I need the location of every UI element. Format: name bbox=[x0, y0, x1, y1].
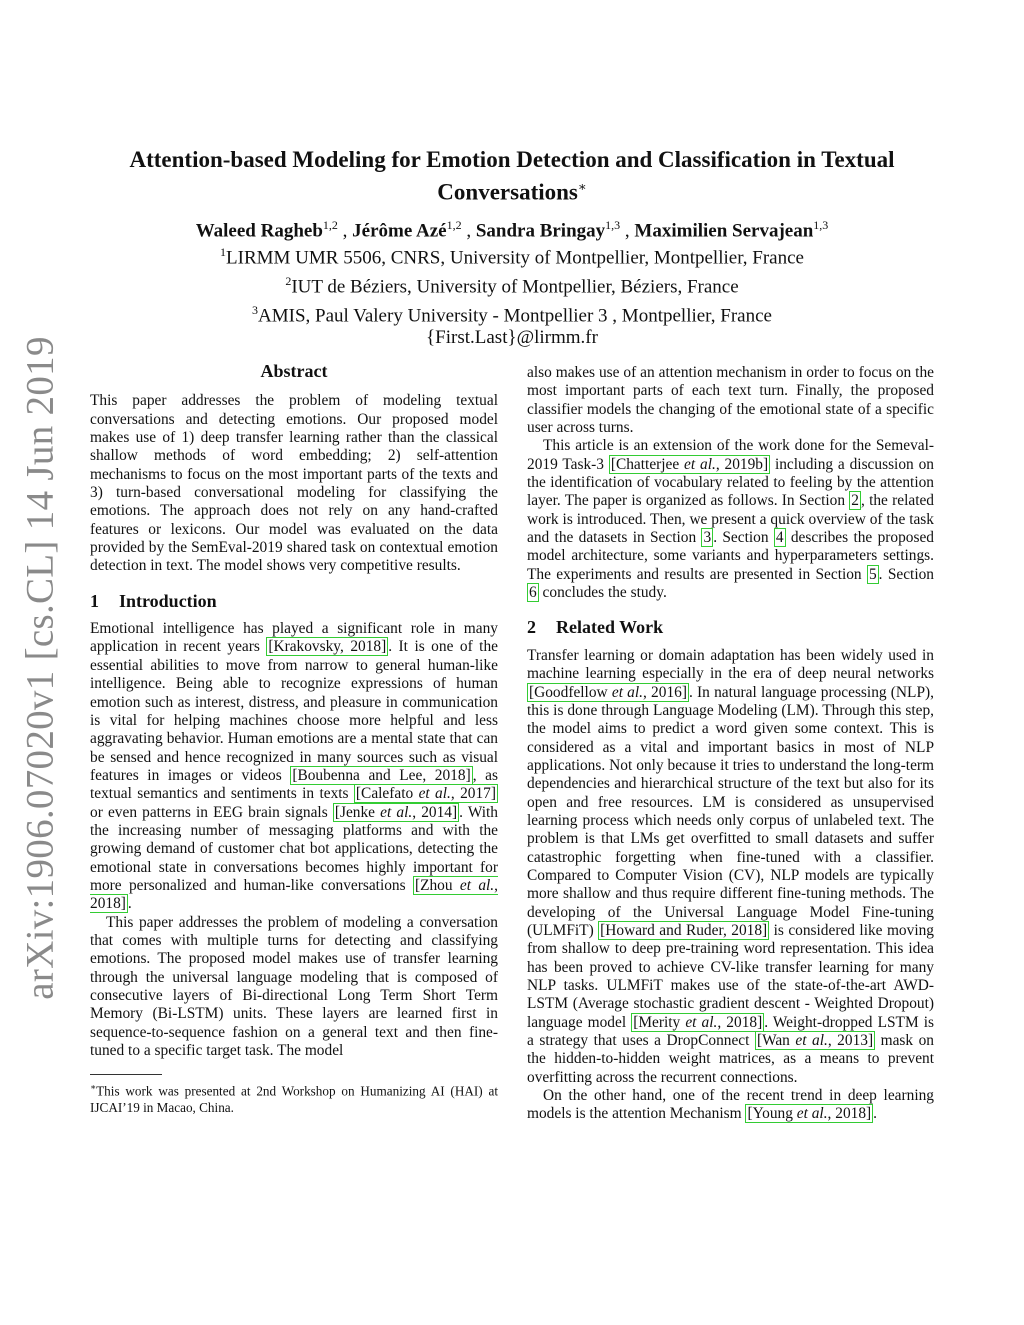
citation-link[interactable]: [Howard and Ruder, 2018] bbox=[600, 921, 768, 939]
author-affil-sup: 1,3 bbox=[605, 218, 621, 232]
author-affil-sup: 1,2 bbox=[322, 218, 338, 232]
cite-year: , 2018] bbox=[717, 1013, 763, 1031]
section-heading-related-work bbox=[527, 618, 934, 636]
intro-paragraph-1 bbox=[90, 620, 498, 914]
cite-author: [Calefato bbox=[355, 785, 419, 803]
cite-year: , 2018] bbox=[827, 1105, 872, 1123]
cite-author: [Young bbox=[747, 1105, 797, 1123]
cite-author: [Jenke bbox=[334, 803, 381, 821]
footnote-text: This work was presented at 2nd Workshop on Humanizing AI (HAI) at IJCAI’19 in Macao, China. bbox=[90, 1083, 498, 1115]
text-run: . In natural language processing (NLP), this is done through Language Modeling (LM). Through this step, the model aims to predict a word given some context. This is considered as a vital and important basics in most of NLP applications. Not only because it tries to understand the long-term dependencies and hierarchical structure of the text but also for its open and free resources. LM is considered as unsupervised learning process which needs only corpus of unlabeled text. The problem is that LMs get overfitted to small datasets and suffer catastrophic forgetting when fine-tuned with a classifier. Compared to Computer Vision (CV), NLP models are typically more shallow and thus require different fine-tuning methods. The developing of the Universal Language Model Fine-tuning (ULMFiT) bbox=[527, 683, 934, 939]
text-run: On the other hand, one of the recent trend in deep learning models is the attention Mechanism bbox=[527, 1087, 934, 1123]
text-run: including a discussion on the identification of vocabulary related to feeling by the attention layer. The paper is organized as follows. In Section bbox=[527, 455, 934, 510]
left-column bbox=[90, 362, 498, 1116]
affiliation-sup: 3 bbox=[252, 302, 259, 317]
citation-link[interactable] bbox=[527, 683, 689, 702]
section-number: 1 bbox=[90, 590, 99, 611]
cite-year: , 2013] bbox=[827, 1032, 874, 1050]
paper-title bbox=[100, 146, 924, 206]
section-link[interactable]: 5 bbox=[868, 565, 877, 583]
author-separator: , bbox=[337, 220, 353, 242]
citation-link[interactable]: [Boubenna and Lee, 2018] bbox=[292, 766, 471, 784]
author-affil-sup: 1,3 bbox=[813, 218, 829, 232]
cite-etal: et al. bbox=[796, 1105, 828, 1123]
cite-etal: et al. bbox=[380, 803, 413, 821]
cite-author: [Wan bbox=[756, 1032, 796, 1050]
author-list bbox=[100, 213, 924, 243]
title-line-2: Conversations bbox=[437, 179, 578, 205]
text-run: or even patterns in EEG brain signals bbox=[90, 803, 333, 821]
cite-etal: et al. bbox=[418, 785, 451, 803]
section-title: Introduction bbox=[119, 590, 217, 611]
author-name: Sandra Bringay bbox=[475, 220, 606, 242]
affiliation-text: IUT de Béziers, University of Montpellier, Béziers, France bbox=[291, 276, 739, 298]
text-run: . bbox=[873, 1105, 878, 1123]
cite-year: , 2014] bbox=[412, 803, 458, 821]
text-run: , as textual semantics and sentiments in texts bbox=[90, 766, 498, 803]
cite-etal: et al. bbox=[611, 683, 643, 701]
right-column bbox=[527, 364, 934, 1124]
author-name: Maximilien Servajean bbox=[634, 220, 814, 242]
cite-year: , 2018] bbox=[90, 876, 498, 913]
footnote-mark: ∗ bbox=[90, 1082, 97, 1093]
cite-author: [Merity bbox=[633, 1013, 686, 1031]
title-footnote-mark: ∗ bbox=[577, 179, 587, 194]
cite-etal: et al. bbox=[795, 1032, 828, 1050]
affiliation-text: LIRMM UMR 5506, CNRS, University of Montpellier, Montpellier, France bbox=[226, 247, 804, 269]
cite-etal: et al. bbox=[685, 1013, 718, 1031]
citation-link[interactable] bbox=[609, 455, 770, 474]
cite-etal: et al. bbox=[684, 455, 716, 473]
arxiv-id-text: arXiv:1906.07020v1 [cs.CL] 14 Jun 2019 bbox=[18, 336, 62, 1000]
abstract-body: This paper addresses the problem of modeling textual conversations and detecting emotions. Our proposed model makes use of 1) deep transfer learning rather than the classical shallow methods of word embedding; 2) self-attention mechanisms to focus on the most important parts of the texts and 3) turn-based conversational modeling for classifying the emotions. The approach does not rely on any hand-crafted features or lexicons. Our model was evaluated on the data provided by the SemEval-2019 shared task on contextual emotion detection in text. The model shows very competitive results. bbox=[90, 392, 498, 575]
text-run: describes the proposed model architecture, some variants and hyperparameters settings. The experiments and results are presented in Section bbox=[527, 529, 934, 583]
author-name: Jérôme Azé bbox=[352, 220, 447, 242]
arxiv-identifier bbox=[8, 336, 72, 1000]
text-run: . Weight-dropped LSTM is a strategy that uses a DropConnect bbox=[527, 1013, 935, 1050]
section-heading-introduction bbox=[90, 592, 498, 610]
affiliation-line bbox=[100, 299, 924, 328]
cite-author: [Zhou bbox=[414, 876, 460, 894]
related-paragraph-2 bbox=[527, 1087, 934, 1124]
text-run: This article is an extension of the work done for the Semeval-2019 Task-3 bbox=[527, 437, 934, 473]
author-separator: , bbox=[461, 220, 476, 242]
cite-year: , 2019b] bbox=[715, 455, 769, 473]
intro-paragraph-continued: also makes use of an attention mechanism in order to focus on the most important parts of each text turn. Finally, the proposed classifier models the changing of the emotional state of a specific user across turns. bbox=[527, 364, 934, 437]
text-run: . bbox=[127, 895, 132, 913]
cite-year: , 2017] bbox=[450, 785, 497, 803]
cite-etal: et al. bbox=[459, 876, 495, 894]
footnote-rule bbox=[90, 1074, 162, 1075]
author-affil-sup: 1,2 bbox=[446, 218, 462, 232]
citation-link[interactable] bbox=[333, 803, 459, 822]
citation-link[interactable] bbox=[354, 784, 498, 803]
affiliation-sup: 2 bbox=[285, 273, 292, 288]
section-link[interactable]: 6 bbox=[529, 584, 537, 602]
section-number: 2 bbox=[527, 617, 536, 638]
text-run: . Section bbox=[713, 529, 774, 547]
related-paragraph-1 bbox=[527, 647, 934, 1087]
citation-link[interactable]: [Krakovsky, 2018] bbox=[268, 638, 387, 656]
text-run: Emotional intelligence has played a significant role in many application in recent years bbox=[90, 620, 498, 656]
text-run: . It is one of the essential abilities to move from narrow to general human-like intelligence. Being able to recognize expressions of human emotion such as interest, distress, and pleasure in communication is vital for helping machines choose more helpful and less aggravating behavior. Human emotions are a mental state that can be sensed and hence recognized in many sources such as visual features in images or videos bbox=[90, 638, 498, 784]
affiliation-sup: 1 bbox=[220, 245, 227, 259]
text-run: Transfer learning or domain adaptation has been widely used in machine learning especially in the era of deep neural networks bbox=[527, 646, 934, 683]
citation-link[interactable] bbox=[755, 1031, 875, 1050]
affiliation-text: AMIS, Paul Valery University - Montpellier 3 , Montpellier, France bbox=[258, 304, 772, 326]
cite-author: [Goodfellow bbox=[529, 683, 612, 701]
section-link[interactable]: 3 bbox=[703, 529, 712, 547]
affiliation-line bbox=[100, 241, 924, 270]
affiliation-line bbox=[100, 270, 924, 299]
citation-link[interactable] bbox=[745, 1104, 873, 1123]
author-separator: , bbox=[620, 220, 635, 242]
citation-link[interactable] bbox=[631, 1013, 764, 1032]
text-run: is considered like moving from shallow to deep pre-training word representation. This idea has been proved to achieve CV-like transfer learning for many NLP tasks. ULMFiT makes use of the state-of-the-art AWD-LSTM (Average stochastic gradient descent - Weighted Dropout) language model bbox=[527, 921, 934, 1031]
section-link[interactable]: 2 bbox=[851, 492, 859, 510]
affiliations bbox=[100, 241, 924, 350]
author-name: Waleed Ragheb bbox=[195, 220, 323, 242]
intro-paragraph-organization bbox=[527, 437, 934, 602]
cite-year: , 2016] bbox=[643, 683, 687, 701]
intro-paragraph-2: This paper addresses the problem of modeling a conversation that comes with multiple turns for detecting and classifying emotions. The proposed model makes use of transfer learning through the universal language modeling that is composed of consecutive layers of Bi-directional Long Term Short Term Memory (Bi-LSTM) units. These layers are learned first in sequence-to-sequence fashion on a general text and then fine-tuned to a specific target task. The model bbox=[90, 913, 498, 1060]
author-email: {First.Last}@lirmm.fr bbox=[426, 327, 598, 349]
text-run: mask on the hidden-to-hidden weight matrices, as a means to prevent overfitting across the recurrent connections. bbox=[527, 1032, 934, 1086]
text-run: . Section bbox=[878, 565, 934, 583]
text-run: , the related work is introduced. Then, we present a quick overview of the task and the datasets in Section bbox=[527, 492, 934, 547]
title-line-1: Attention-based Modeling for Emotion Detection and Classification in Textual bbox=[129, 147, 895, 172]
text-run: concludes the study. bbox=[538, 584, 667, 602]
footnote bbox=[90, 1079, 498, 1115]
section-title: Related Work bbox=[556, 617, 664, 638]
section-link[interactable]: 4 bbox=[775, 529, 784, 547]
text-run: . With the increasing number of messaging platforms and with the growing demand of customer chat bot applications, detecting the emotional state in conversations becomes highly important for more personalized and human-like conversations bbox=[90, 803, 499, 894]
cite-author: [Chatterjee bbox=[610, 455, 685, 473]
abstract-heading: Abstract bbox=[260, 361, 328, 381]
